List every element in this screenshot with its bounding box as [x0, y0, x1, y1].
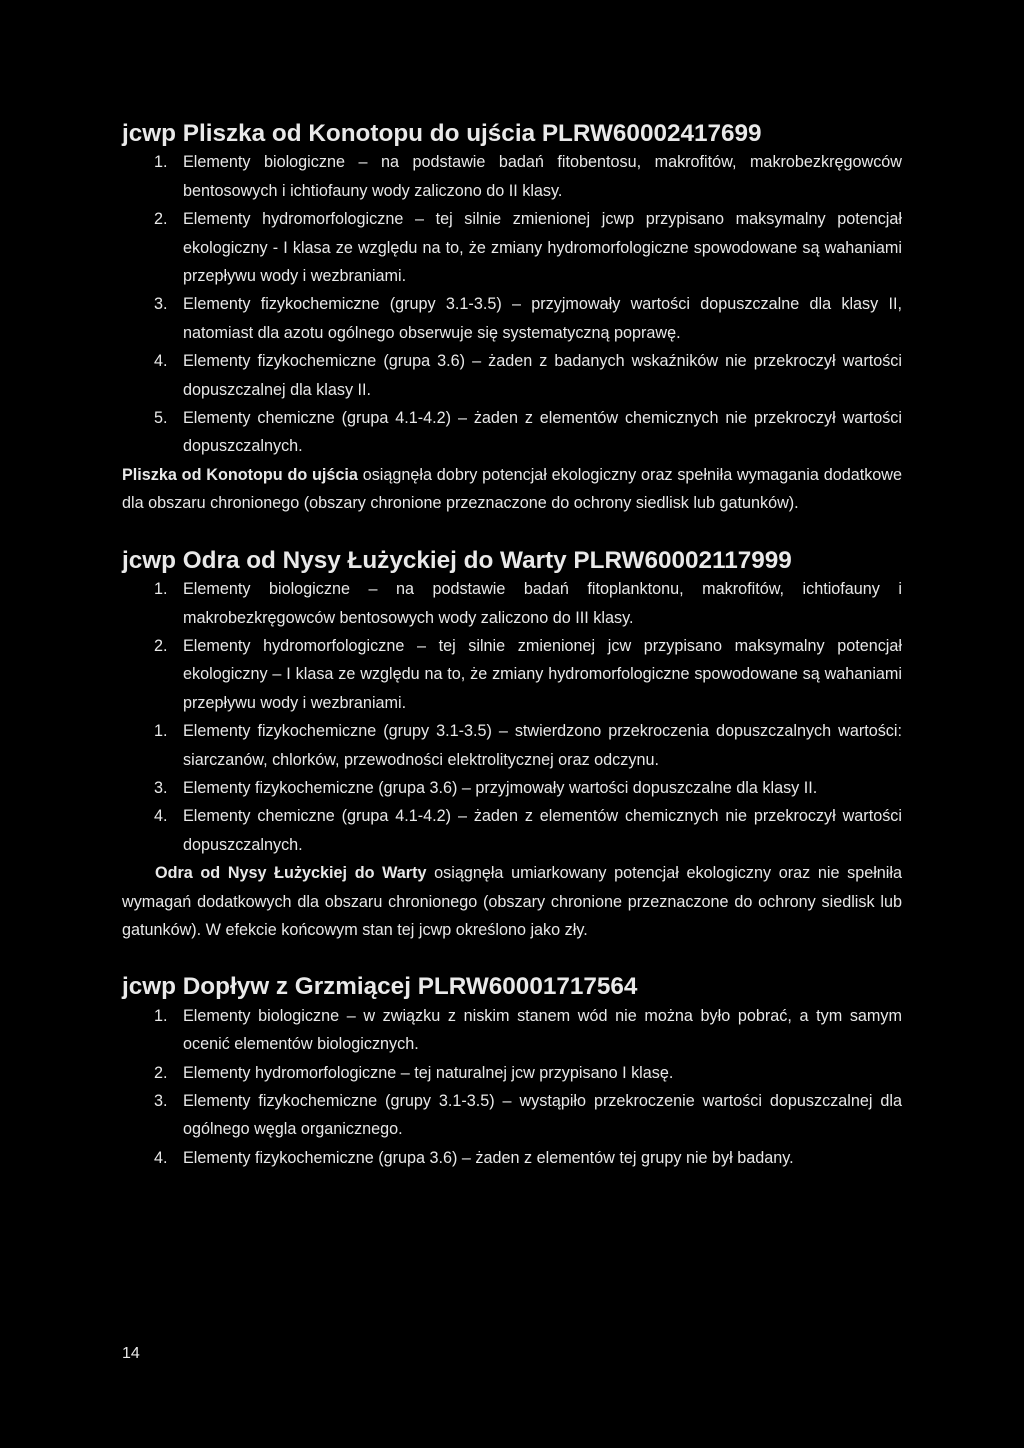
list-text: Elementy hydromorfologiczne – tej naturalnej jcw przypisano I klasę.: [183, 1063, 674, 1082]
list-number: 4.: [154, 1148, 168, 1167]
section-summary: [122, 461, 902, 518]
element-list: [122, 148, 902, 460]
list-number: 4.: [154, 807, 168, 826]
page-number: 14: [122, 1345, 140, 1362]
list-number: 2.: [154, 1063, 168, 1082]
list-item: [122, 1087, 902, 1144]
summary-text: osiągnęła dobry potencjał ekologiczny oraz spełniła wymagania dodatkowe dla obszaru chronionego (obszary chronione przeznaczone do ochrony siedlisk lub gatunków).: [122, 465, 902, 513]
list-text: Elementy fizykochemiczne (grupa 3.6) – żaden z elementów tej grupy nie był badany.: [183, 1148, 794, 1167]
list-text: Elementy chemiczne (grupa 4.1-4.2) – żaden z elementów chemicznych nie przekroczył wartości dopuszczalnych.: [183, 807, 902, 854]
list-text: Elementy fizykochemiczne (grupy 3.1-3.5) – przyjmowały wartości dopuszczalne dla klasy II, natomiast dla azotu ogólnego obserwuje się systematyczną poprawę.: [183, 295, 902, 342]
summary-text: osiągnęła umiarkowany potencjał ekologiczny oraz nie spełniła wymagań dodatkowych dla obszaru chronionego (obszary chronione przeznaczone do ochrony siedlisk lub gatunków). W efekcie końcowym stan tej jcwp określono jako zły.: [122, 864, 902, 939]
list-item: [122, 347, 902, 404]
list-item: [122, 290, 902, 347]
list-number: 3.: [154, 295, 168, 314]
list-text: Elementy hydromorfologiczne – tej silnie zmienionej jcwp przypisano maksymalny potencjał ekologiczny - I klasa ze względu na to, że zmiany hydromorfologiczne spowodowane są wahaniami przepływu wody i wezbraniami.: [183, 210, 902, 286]
list-item: [122, 205, 902, 290]
document-content: [122, 120, 902, 1201]
element-list: [122, 575, 902, 859]
element-list: [122, 1002, 902, 1172]
list-text: Elementy biologiczne – na podstawie badań fitoplanktonu, makrofitów, ichtiofauny i makrobezkręgowców bentosowych wody zaliczono do III klasy.: [183, 580, 902, 627]
list-number: 4.: [154, 352, 168, 371]
list-item: [122, 774, 902, 802]
list-number: 2.: [154, 636, 168, 655]
list-text: Elementy fizykochemiczne (grupy 3.1-3.5) – stwierdzono przekroczenia dopuszczalnych wartości: siarczanów, chlorków, przewodności elektrolitycznej oraz odczynu.: [183, 722, 902, 769]
list-item: [122, 404, 902, 461]
list-text: Elementy fizykochemiczne (grupa 3.6) – przyjmowały wartości dopuszczalne dla klasy II.: [183, 778, 818, 797]
list-text: Elementy biologiczne – w związku z niskim stanem wód nie można było pobrać, a tym samym ocenić elementów biologicznych.: [183, 1006, 902, 1054]
section-odra: [122, 547, 902, 945]
list-number: 2.: [154, 210, 168, 229]
list-text: Elementy hydromorfologiczne – tej silnie zmienionej jcw przypisano maksymalny potencjał ekologiczny – I klasa ze względu na to, że zmiany hydromorfologiczne spowodowane są wahaniami przepływu wody i wezbraniami.: [183, 636, 902, 712]
list-item: [122, 802, 902, 859]
list-number: 1.: [154, 580, 168, 599]
list-number: 5.: [154, 409, 168, 428]
list-number: 1.: [154, 1006, 168, 1025]
section-heading: jcwp Pliszka od Konotopu do ujścia PLRW60002417699: [122, 120, 762, 147]
section-pliszka: [122, 120, 902, 518]
list-item: [122, 632, 902, 717]
list-number: 3.: [154, 778, 168, 797]
list-number: 1.: [154, 153, 168, 172]
list-item: [122, 1144, 902, 1172]
list-text: Elementy fizykochemiczne (grupy 3.1-3.5) – wystąpiło przekroczenie wartości dopuszczalnej dla ogólnego węgla organicznego.: [183, 1092, 902, 1139]
list-text: Elementy fizykochemiczne (grupa 3.6) – żaden z badanych wskaźników nie przekroczył wartości dopuszczalnej dla klasy II.: [183, 352, 902, 399]
list-item: [122, 717, 902, 774]
summary-subject: Odra od Nysy Łużyckiej do Warty: [155, 864, 427, 883]
list-item: [122, 1059, 902, 1087]
section-summary: [122, 859, 902, 944]
list-item: [122, 575, 902, 632]
list-number: 3.: [154, 1092, 168, 1110]
section-heading: jcwp Dopływ z Grzmiącej PLRW60001717564: [122, 973, 638, 1001]
list-text: Elementy chemiczne (grupa 4.1-4.2) – żaden z elementów chemicznych nie przekroczył wartości dopuszczalnych.: [183, 409, 902, 456]
list-item: [122, 1002, 902, 1059]
list-number: 1.: [154, 722, 168, 741]
list-text: Elementy biologiczne – na podstawie badań fitobentosu, makrofitów, makrobezkręgowców bentosowych i ichtiofauny wody zaliczono do II klasy.: [183, 153, 902, 200]
summary-subject: Pliszka od Konotopu do ujścia: [122, 465, 358, 484]
section-heading: jcwp Odra od Nysy Łużyckiej do Warty PLRW60002117999: [122, 546, 792, 574]
section-doplyw: [122, 973, 902, 1172]
list-item: [122, 148, 902, 205]
